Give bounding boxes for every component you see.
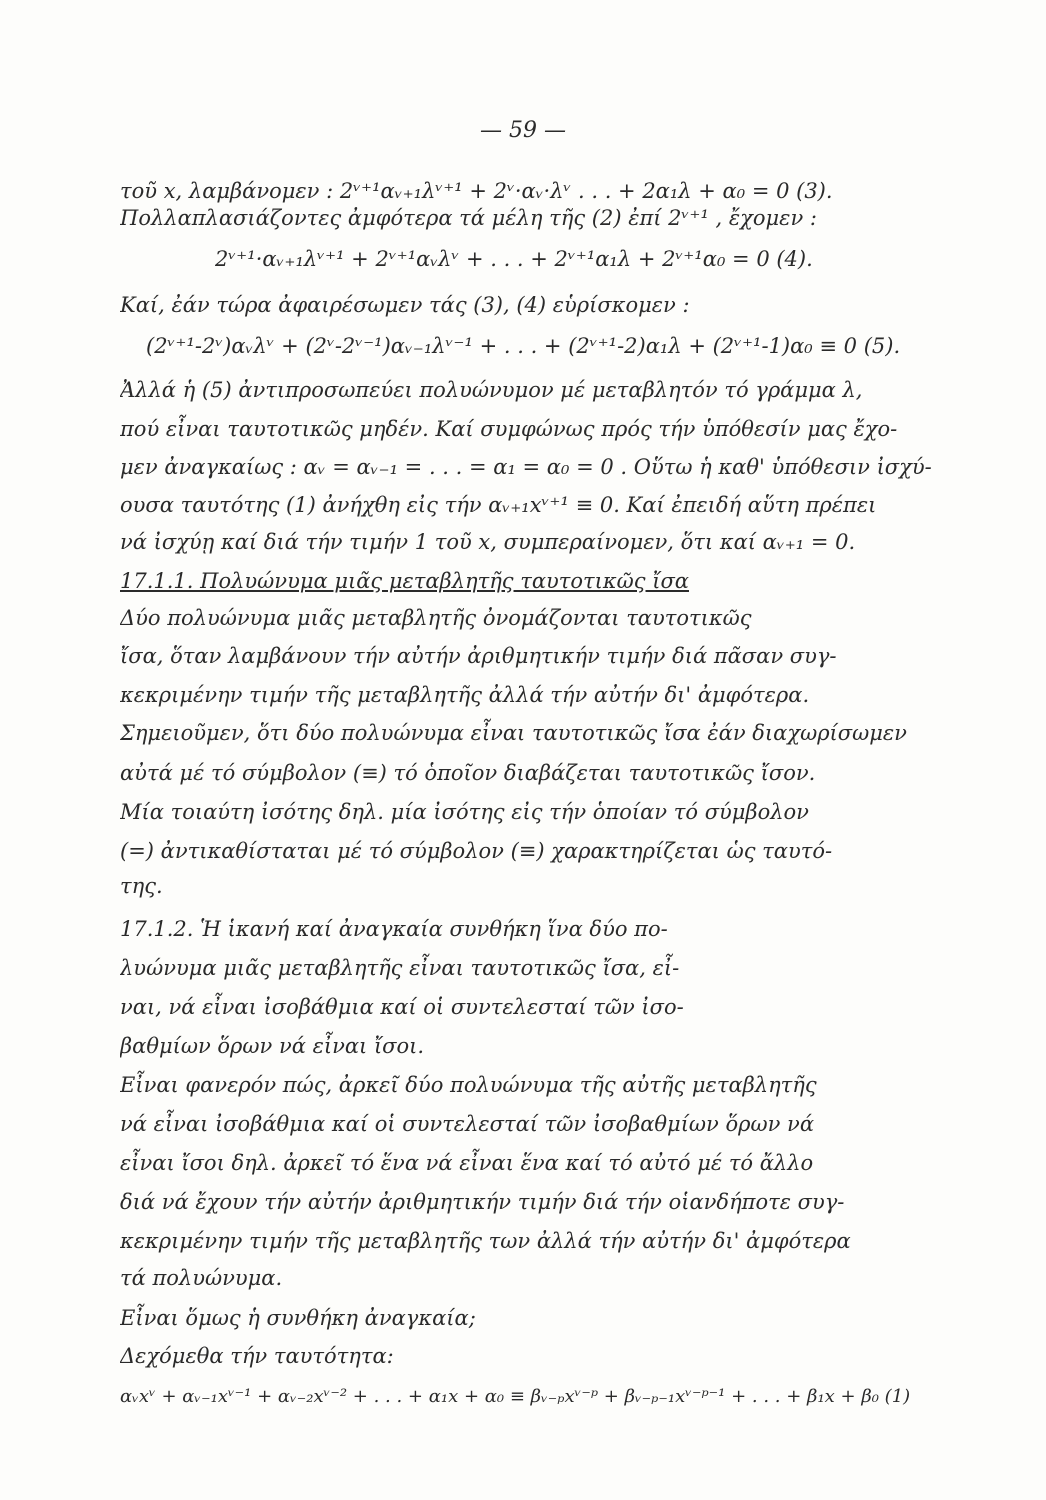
text-line: (=) ἀντικαθίσταται μέ τό σύμβολον (≡) χαρακτηρίζεται ὡς ταυτό- — [120, 839, 833, 863]
section-heading: λυώνυμα μιᾶς μεταβλητῆς εἶναι ταυτοτικῶς ἴσα, εἶ- — [120, 956, 680, 980]
text-line: εἶναι ἴσοι δηλ. ἀρκεῖ τό ἕνα νά εἶναι ἕνα καί τό αὐτό μέ τό ἄλλο — [120, 1151, 814, 1175]
equation-line: 2ᵛ⁺¹·αᵥ₊₁λᵛ⁺¹ + 2ᵛ⁺¹αᵥλᵛ + . . . + 2ᵛ⁺¹α₁λ + 2ᵛ⁺¹α₀ = 0 (4). — [215, 247, 813, 271]
text-line: ουσα ταυτότης (1) ἀνήχθη εἰς τήν αᵥ₊₁xᵛ⁺¹ ≡ 0. Καί ἐπειδή αὕτη πρέπει — [120, 493, 877, 517]
text-line: της. — [120, 874, 163, 898]
page-number: — 59 — — [480, 118, 566, 143]
section-heading: βαθμίων ὅρων νά εἶναι ἴσοι. — [120, 1034, 425, 1058]
text-line: ἴσα, ὅταν λαμβάνουν τήν αὐτήν ἀριθμητικήν τιμήν διά πᾶσαν συγ- — [120, 644, 837, 668]
equation-line: αᵥxᵛ + αᵥ₋₁xᵛ⁻¹ + αᵥ₋₂xᵛ⁻² + . . . + α₁x + α₀ ≡ βᵥ₋ₚxᵛ⁻ᵖ + βᵥ₋ₚ₋₁xᵛ⁻ᵖ⁻¹ + . . . + β₁x + β₀ (1) — [120, 1386, 911, 1407]
text-line: αὐτά μέ τό σύμβολον (≡) τό ὁποῖον διαβάζεται ταυτοτικῶς ἴσον. — [120, 761, 816, 785]
text-line: μεν ἀναγκαίως : αᵥ = αᵥ₋₁ = . . . = α₁ = α₀ = 0 . Οὕτω ἡ καθ' ὑπόθεσιν ἰσχύ- — [120, 455, 932, 479]
text-line: νά ἰσχύῃ καί διά τήν τιμήν 1 τοῦ x, συμπεραίνομεν, ὅτι καί αᵥ₊₁ = 0. — [120, 530, 856, 554]
text-line: Δεχόμεθα τήν ταυτότητα: — [120, 1344, 394, 1368]
section-heading: 17.1.2. Ἡ ἱκανή καί ἀναγκαία συνθήκη ἵνα δύο πο- — [120, 917, 668, 941]
section-heading: ναι, νά εἶναι ἰσοβάθμια καί οἱ συντελεσταί τῶν ἰσο- — [120, 995, 684, 1019]
text-line: κεκριμένην τιμήν τῆς μεταβλητῆς ἀλλά τήν αὐτήν δι' ἀμφότερα. — [120, 683, 810, 707]
text-line: Μία τοιαύτη ἰσότης δηλ. μία ἰσότης εἰς τήν ὁποίαν τό σύμβολον — [120, 800, 809, 824]
text-line: Σημειοῦμεν, ὅτι δύο πολυώνυμα εἶναι ταυτοτικῶς ἴσα ἐάν διαχωρίσωμεν — [120, 721, 907, 745]
text-line: νά εἶναι ἰσοβάθμια καί οἱ συντελεσταί τῶν ἰσοβαθμίων ὅρων νά — [120, 1112, 814, 1136]
text-line: διά νά ἔχουν τήν αὐτήν ἀριθμητικήν τιμήν διά τήν οἱανδήποτε συγ- — [120, 1190, 845, 1214]
text-line: Πολλαπλασιάζοντες ἀμφότερα τά μέλη τῆς (2) ἐπί 2ᵛ⁺¹ , ἔχομεν : — [120, 206, 817, 230]
text-line: τοῦ x, λαμβάνομεν : 2ᵛ⁺¹αᵥ₊₁λᵛ⁺¹ + 2ᵛ·αᵥ·λᵛ . . . + 2α₁λ + α₀ = 0 (3). — [120, 179, 833, 203]
section-heading: 17.1.1. Πολυώνυμα μιᾶς μεταβλητῆς ταυτοτικῶς ἴσα — [120, 569, 689, 593]
text-line: Ἀλλά ἡ (5) ἀντιπροσωπεύει πολυώνυμον μέ μεταβλητόν τό γράμμα λ, — [120, 378, 863, 402]
text-line: Δύο πολυώνυμα μιᾶς μεταβλητῆς ὀνομάζονται ταυτοτικῶς — [120, 606, 752, 630]
text-line: Εἶναι φανερόν πώς, ἀρκεῖ δύο πολυώνυμα τῆς αὐτῆς μεταβλητῆς — [120, 1073, 817, 1097]
text-line: τά πολυώνυμα. — [120, 1266, 283, 1290]
text-line: κεκριμένην τιμήν τῆς μεταβλητῆς των ἀλλά τήν αὐτήν δι' ἀμφότερα — [120, 1229, 851, 1253]
text-line: Καί, ἐάν τώρα ἀφαιρέσωμεν τάς (3), (4) εὑρίσκομεν : — [120, 293, 690, 317]
equation-line: (2ᵛ⁺¹-2ᵛ)αᵥλᵛ + (2ᵛ-2ᵛ⁻¹)αᵥ₋₁λᵛ⁻¹ + . . . + (2ᵛ⁺¹-2)α₁λ + (2ᵛ⁺¹-1)α₀ ≡ 0 (5). — [146, 334, 901, 358]
text-line: Εἶναι ὅμως ἡ συνθήκη ἀναγκαία; — [120, 1306, 476, 1330]
text-line: πού εἶναι ταυτοτικῶς μηδέν. Καί συμφώνως πρός τήν ὑπόθεσίν μας ἔχο- — [120, 417, 898, 441]
